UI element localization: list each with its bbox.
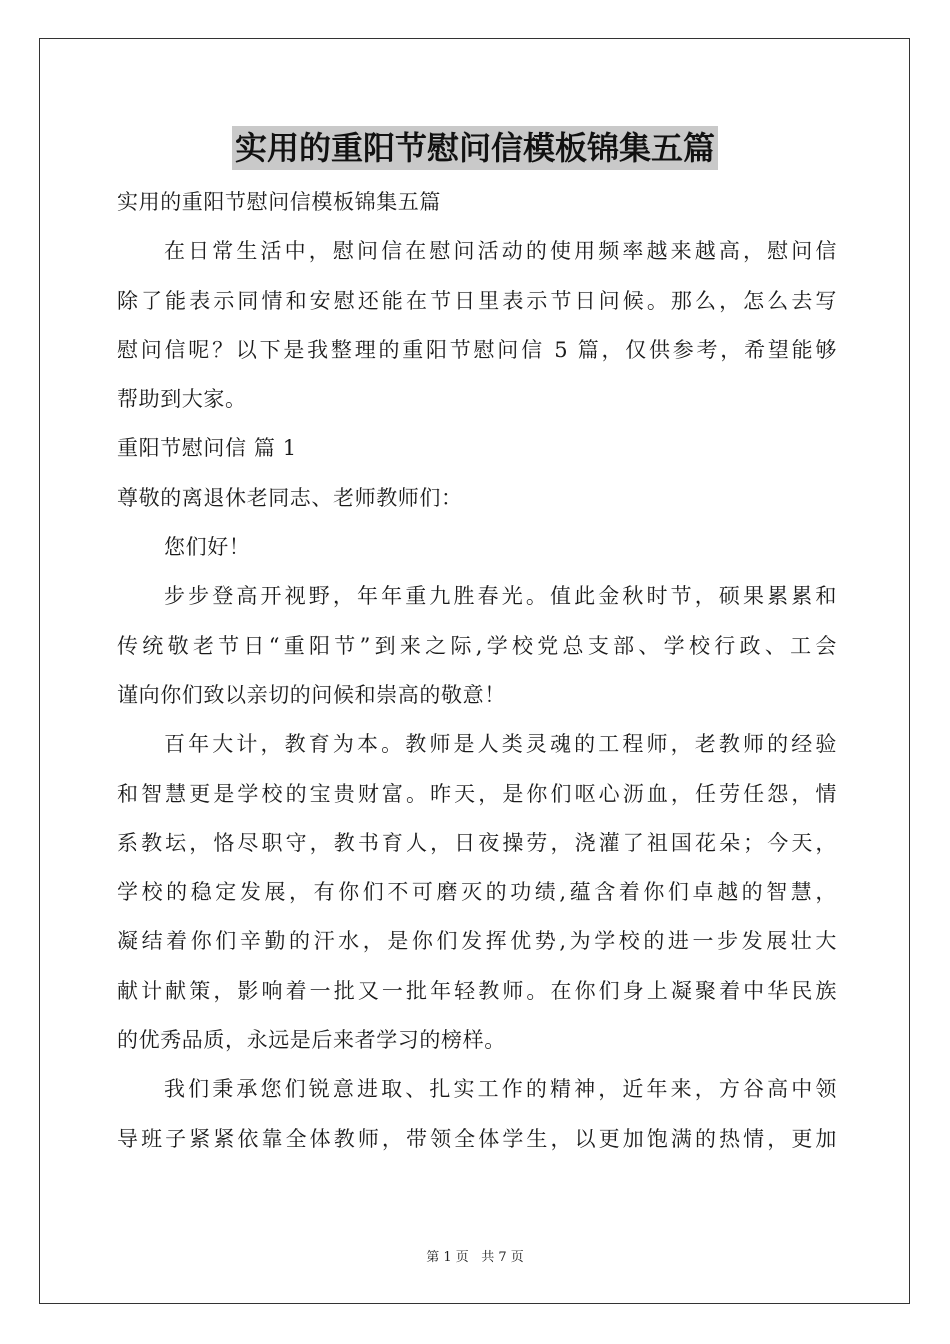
body-line: 您们好！ [164, 535, 251, 560]
body-line: 献计献策，影响着一批又一批年轻教师。在你们身上凝聚着中华民族 [117, 978, 837, 1003]
page-total: 共 7 页 [481, 1250, 524, 1265]
body-line: 凝结着你们辛勤的汗水，是你们发挥优势,为学校的进一步发展壮大 [117, 929, 837, 954]
body-line: 谨向你们致以亲切的问候和崇高的敬意！ [117, 682, 506, 707]
body-line: 百年大计，教育为本。教师是人类灵魂的工程师，老教师的经验 [164, 732, 837, 757]
body-line: 除了能表示同情和安慰还能在节日里表示节日问候。那么，怎么去写 [117, 288, 837, 313]
body-line: 导班子紧紧依靠全体教师，带领全体学生，以更加饱满的热情，更加 [117, 1126, 837, 1151]
body-line: 尊敬的离退休老同志、老师教师们： [117, 485, 463, 510]
body-line: 系教坛，恪尽职守，教书育人，日夜操劳，浇灌了祖国花朵；今天， [117, 830, 837, 855]
body-line: 实用的重阳节慰问信模板锦集五篇 [117, 190, 441, 214]
body-line: 慰问信呢？以下是我整理的重阳节慰问信 5 篇，仅供参考，希望能够 [117, 337, 837, 362]
title-container [0, 126, 950, 170]
body-line: 步步登高开视野，年年重九胜春光。值此金秋时节，硕果累累和 [164, 584, 837, 609]
page-number: 第 1 页 [426, 1250, 469, 1265]
body-line: 传统敬老节日“重阳节”到来之际,学校党总支部、学校行政、工会 [117, 633, 837, 658]
body-line: 和智慧更是学校的宝贵财富。昨天，是你们呕心沥血，任劳任怨，情 [117, 781, 837, 806]
document-body [117, 178, 837, 1164]
page-footer [0, 1246, 950, 1265]
document-title: 实用的重阳节慰问信模板锦集五篇 [232, 126, 718, 170]
body-line: 学校的稳定发展，有你们不可磨灭的功绩,蕴含着你们卓越的智慧， [117, 880, 837, 905]
body-line: 重阳节慰问信 篇 1 [117, 436, 297, 461]
body-line: 帮助到大家。 [117, 387, 247, 412]
body-line: 的优秀品质，永远是后来者学习的榜样。 [117, 1028, 506, 1053]
body-line: 在日常生活中，慰问信在慰问活动的使用频率越来越高，慰问信 [164, 239, 837, 264]
body-line: 我们秉承您们锐意进取、扎实工作的精神，近年来，方谷高中领 [164, 1077, 837, 1102]
